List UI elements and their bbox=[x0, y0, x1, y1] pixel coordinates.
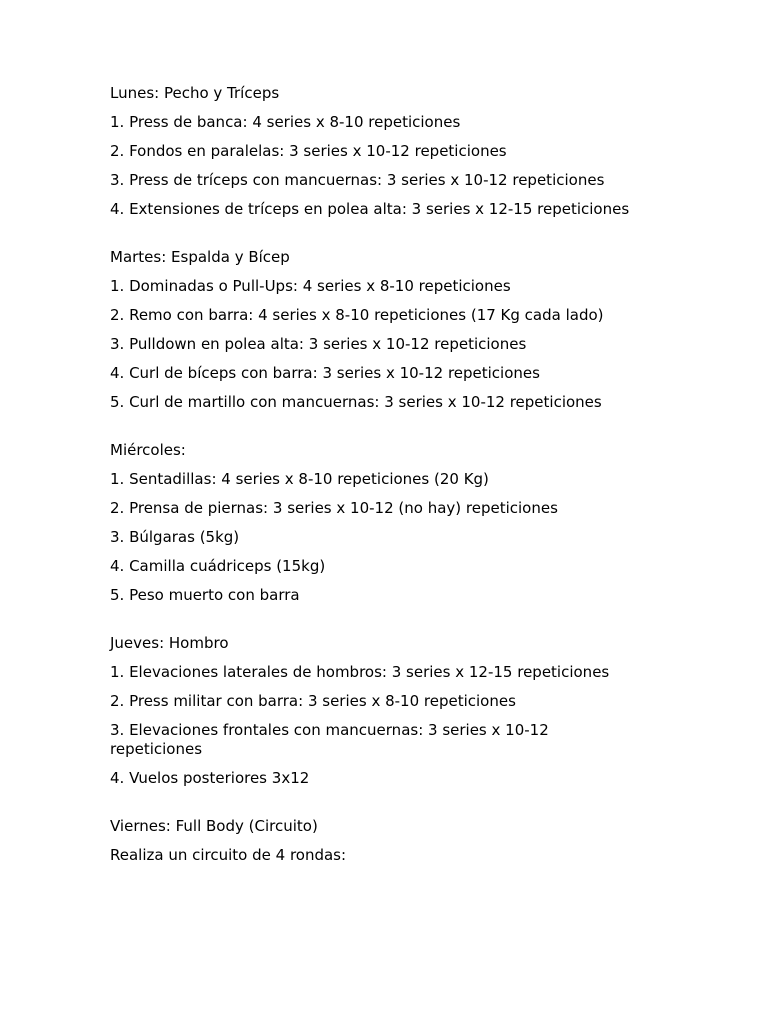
friday-heading: Viernes: Full Body (Circuito) bbox=[110, 817, 318, 835]
thursday-heading: Jueves: Hombro bbox=[110, 634, 229, 652]
tuesday-section bbox=[110, 248, 670, 412]
thursday-item-3: 3. Elevaciones frontales con mancuernas: 3 series x 10-12 repeticiones bbox=[110, 721, 549, 758]
thursday-item-4: 4. Vuelos posteriores 3x12 bbox=[110, 769, 310, 787]
friday-section bbox=[110, 817, 670, 865]
wednesday-item-4: 4. Camilla cuádriceps (15kg) bbox=[110, 557, 326, 575]
thursday-item-1: 1. Elevaciones laterales de hombros: 3 series x 12-15 repeticiones bbox=[110, 663, 610, 681]
thursday-section bbox=[110, 634, 670, 788]
wednesday-section bbox=[110, 441, 670, 605]
workout-routine bbox=[110, 84, 670, 894]
tuesday-item-3: 3. Pulldown en polea alta: 3 series x 10-12 repeticiones bbox=[110, 335, 527, 353]
wednesday-heading: Miércoles: bbox=[110, 441, 186, 459]
monday-item-1: 1. Press de banca: 4 series x 8-10 repeticiones bbox=[110, 113, 461, 131]
tuesday-item-4: 4. Curl de bíceps con barra: 3 series x 10-12 repeticiones bbox=[110, 364, 540, 382]
tuesday-item-2: 2. Remo con barra: 4 series x 8-10 repeticiones (17 Kg cada lado) bbox=[110, 306, 604, 324]
monday-item-3: 3. Press de tríceps con mancuernas: 3 series x 10-12 repeticiones bbox=[110, 171, 605, 189]
monday-heading: Lunes: Pecho y Tríceps bbox=[110, 84, 280, 102]
wednesday-item-1: 1. Sentadillas: 4 series x 8-10 repeticiones (20 Kg) bbox=[110, 470, 489, 488]
wednesday-item-3: 3. Búlgaras (5kg) bbox=[110, 528, 240, 546]
tuesday-heading: Martes: Espalda y Bícep bbox=[110, 248, 290, 266]
tuesday-item-5: 5. Curl de martillo con mancuernas: 3 series x 10-12 repeticiones bbox=[110, 393, 602, 411]
thursday-item-2: 2. Press militar con barra: 3 series x 8-10 repeticiones bbox=[110, 692, 516, 710]
monday-section bbox=[110, 84, 670, 219]
monday-item-2: 2. Fondos en paralelas: 3 series x 10-12 repeticiones bbox=[110, 142, 507, 160]
tuesday-item-1: 1. Dominadas o Pull-Ups: 4 series x 8-10 repeticiones bbox=[110, 277, 511, 295]
friday-intro: Realiza un circuito de 4 rondas: bbox=[110, 846, 347, 864]
wednesday-item-5: 5. Peso muerto con barra bbox=[110, 586, 300, 604]
wednesday-item-2: 2. Prensa de piernas: 3 series x 10-12 (no hay) repeticiones bbox=[110, 499, 558, 517]
monday-item-4: 4. Extensiones de tríceps en polea alta: 3 series x 12-15 repeticiones bbox=[110, 200, 630, 218]
